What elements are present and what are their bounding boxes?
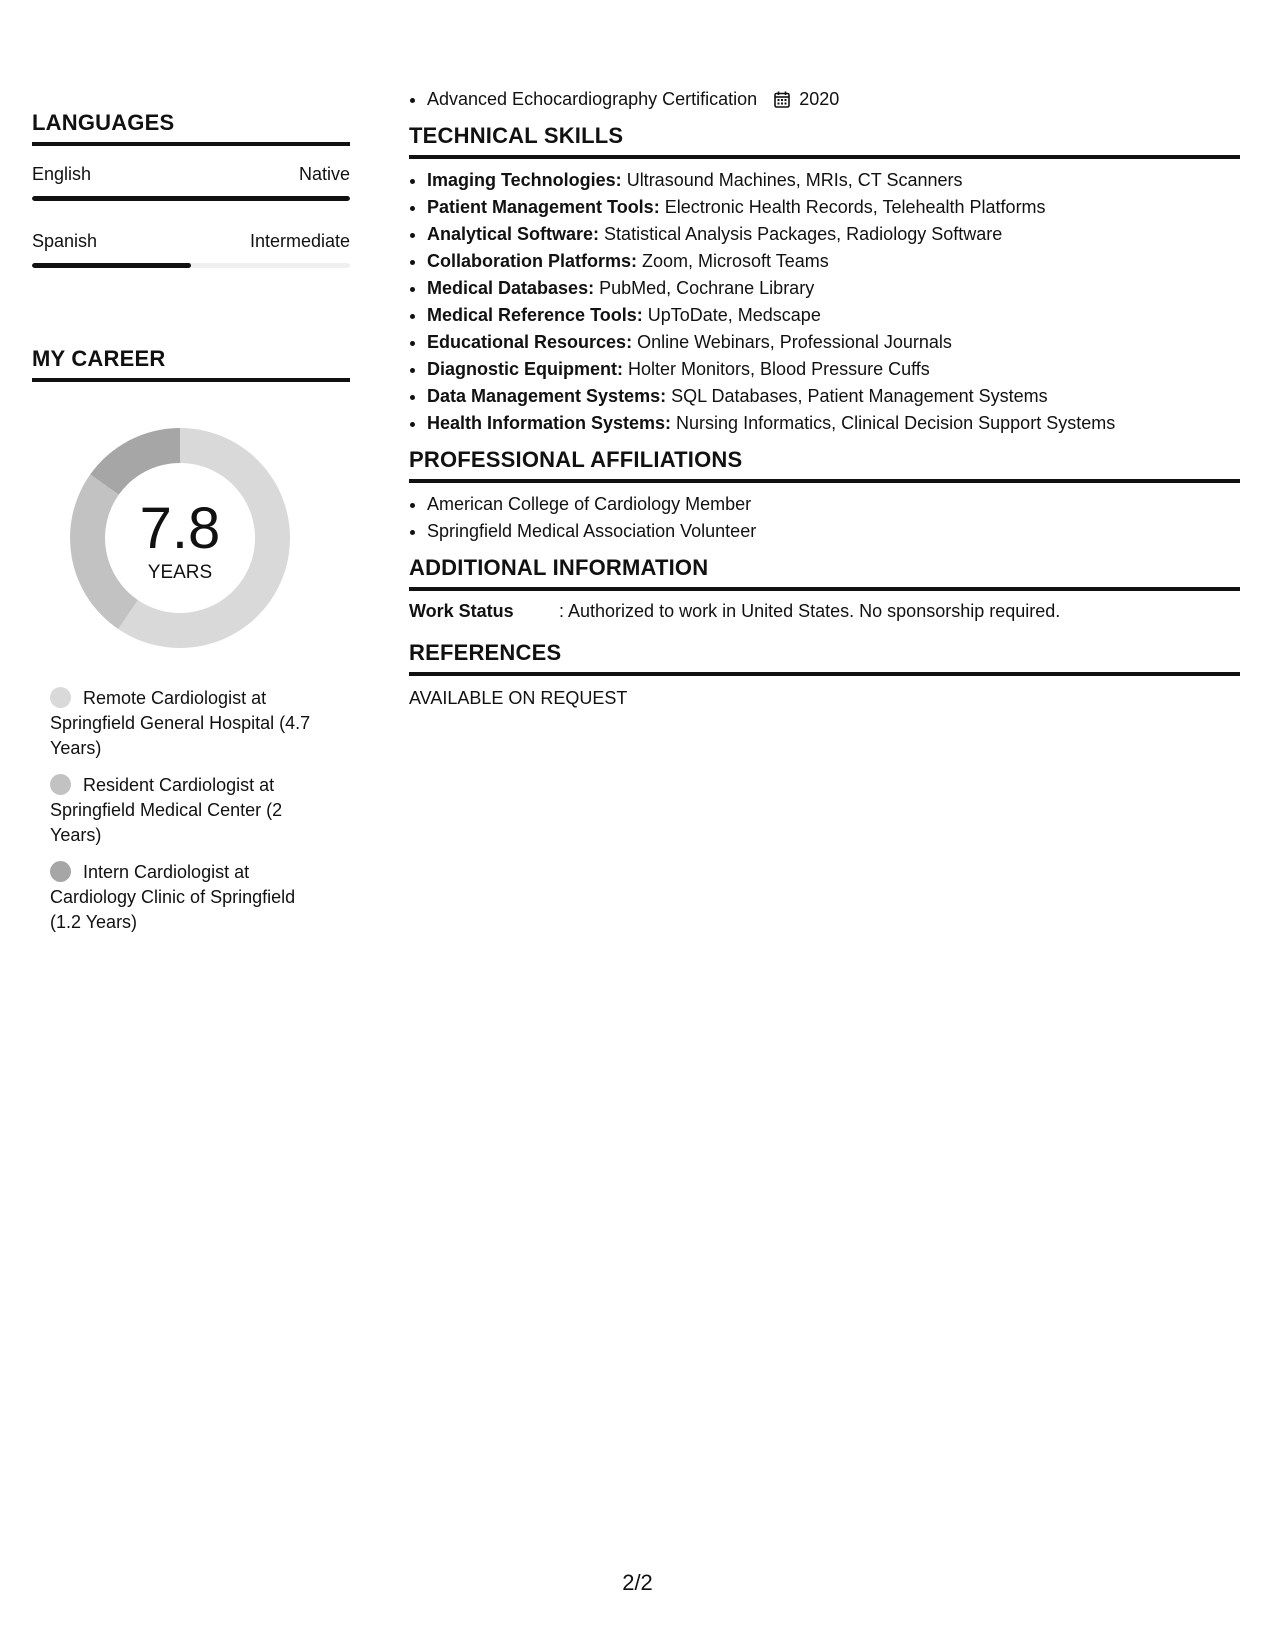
skill-value: Nursing Informatics, Clinical Decision Support Systems [671,413,1116,433]
references-heading: REFERENCES [409,640,1240,676]
skill-value: UpToDate, Medscape [642,305,821,325]
skill-item [427,302,1240,329]
language-proficiency-fill [32,263,191,268]
language-item [32,164,350,201]
skill-label: Medical Reference Tools: [427,305,643,325]
skill-item [427,356,1240,383]
language-proficiency-bar [32,263,350,268]
skill-label: Analytical Software: [427,224,600,244]
skill-item [427,410,1240,437]
skill-label: Medical Databases: [427,278,595,298]
language-level: Intermediate [249,231,350,251]
work-status-value: : Authorized to work in United States. No sponsorship required. [559,601,1061,621]
affiliation-item: • American College of Cardiology Member [427,491,1240,518]
language-name: English [32,164,92,184]
affiliation-item: • Springfield Medical Association Volunteer [427,518,1240,545]
skill-value: Ultrasound Machines, MRIs, CT Scanners [621,170,963,190]
skill-label: Patient Management Tools: [427,197,660,217]
skill-label: Diagnostic Equipment: [427,359,624,379]
certification-list [409,86,1240,113]
language-item [32,231,350,268]
right-column [409,78,1240,709]
language-proficiency-bar [32,196,350,201]
work-status-row [409,601,1240,622]
legend-dot-icon [50,687,71,708]
left-column [32,110,350,947]
skill-value: Zoom, Microsoft Teams [637,251,829,271]
career-legend-label: Remote Cardiologist at Springfield General Hospital (4.7 Years) [50,688,311,758]
skill-item [427,329,1240,356]
career-legend-label: Intern Cardiologist at Cardiology Clinic of Springfield (1.2 Years) [50,862,296,932]
languages-heading: LANGUAGES [32,110,350,146]
additional-info-heading: ADDITIONAL INFORMATION [409,555,1240,591]
skill-label: Imaging Technologies: [427,170,622,190]
skill-item [427,221,1240,248]
career-total-value: 7.8 [139,496,221,561]
skill-item [427,194,1240,221]
skill-value: PubMed, Cochrane Library [594,278,815,298]
donut-center [66,424,294,652]
skill-value: Electronic Health Records, Telehealth Platforms [659,197,1046,217]
career-total-unit: YEARS [147,562,213,583]
calendar-icon [774,91,790,108]
skill-label: Collaboration Platforms: [427,251,638,271]
page-number: 2/2 [622,1570,653,1595]
career-legend-item [50,686,330,761]
references-text: AVAILABLE ON REQUEST [409,688,628,708]
work-status-label: Work Status [409,601,514,621]
career-legend-item [50,860,330,935]
affiliations-heading: PROFESSIONAL AFFILIATIONS [409,447,1240,483]
career-legend-item [50,773,330,848]
career-legend-label: Resident Cardiologist at Springfield Medical Center (2 Years) [50,775,283,845]
career-heading: MY CAREER [32,346,350,382]
legend-dot-icon [50,774,71,795]
skill-value: Holter Monitors, Blood Pressure Cuffs [623,359,930,379]
skill-label: Health Information Systems: [427,413,672,433]
language-proficiency-fill [32,196,350,201]
skill-value: Online Webinars, Professional Journals [632,332,952,352]
skill-item [427,167,1240,194]
technical-skills-heading: TECHNICAL SKILLS [409,123,1240,159]
skill-item [427,275,1240,302]
technical-skills-list [409,167,1240,437]
skill-label: Data Management Systems: [427,386,667,406]
skill-item [427,383,1240,410]
skill-value: Statistical Analysis Packages, Radiology Software [599,224,1003,244]
skill-item [427,248,1240,275]
skill-value: SQL Databases, Patient Management Systems [666,386,1048,406]
career-legend [50,686,330,935]
certification-item [427,86,1240,113]
affiliations-list [409,491,1240,545]
skill-label: Educational Resources: [427,332,633,352]
language-level: Native [298,164,350,184]
certification-year: 2020 [799,89,840,109]
certification-name: Advanced Echocardiography Certification [427,89,758,109]
career-donut-chart [66,424,294,652]
language-name: Spanish [32,231,98,251]
legend-dot-icon [50,861,71,882]
